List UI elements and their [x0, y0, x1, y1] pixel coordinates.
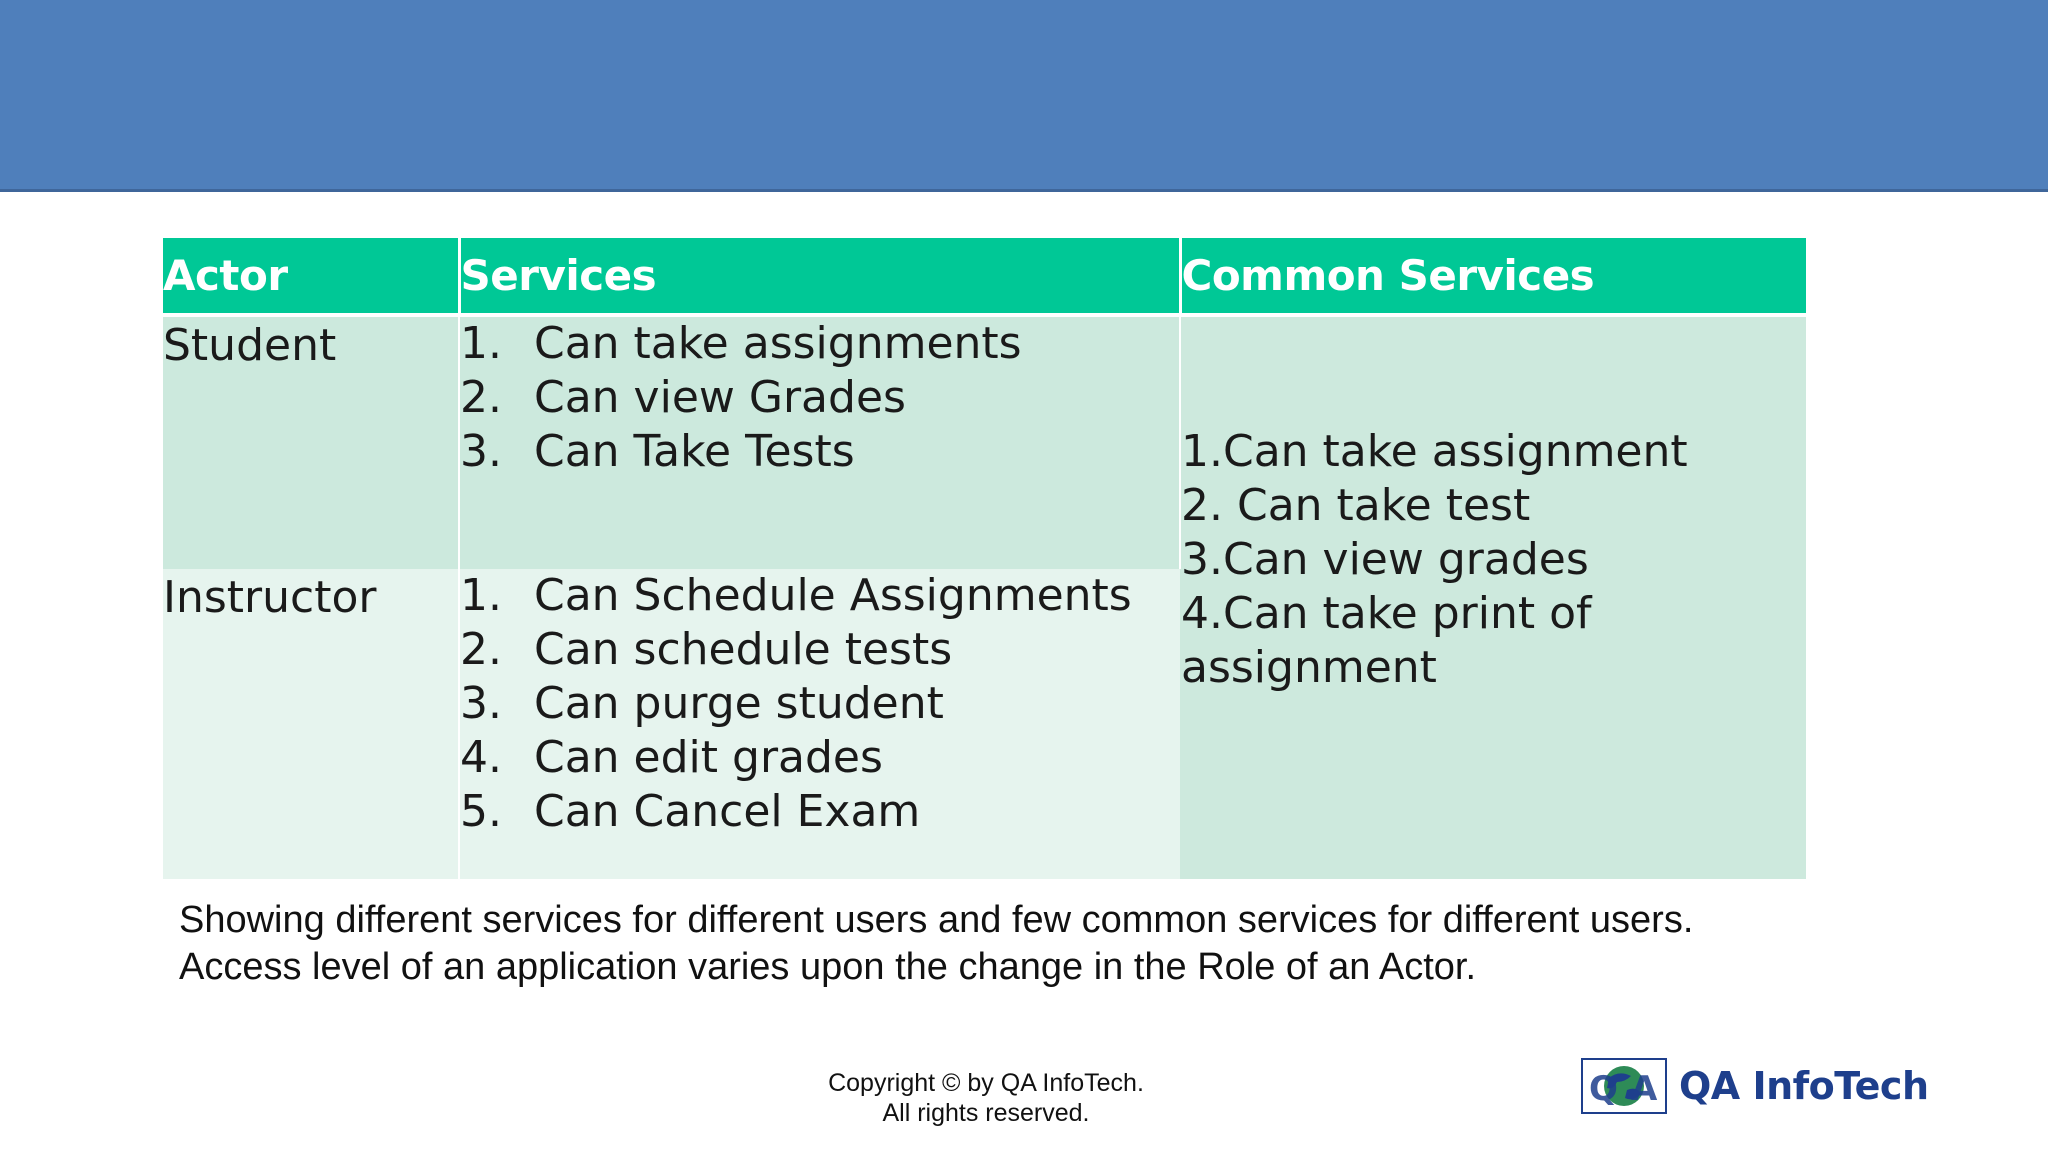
list-item — [460, 731, 1180, 785]
common-services-cell — [1180, 315, 1806, 879]
copyright-notice — [786, 1068, 1186, 1128]
header-common-services: Common Services — [1180, 238, 1806, 315]
common-services-list — [1181, 317, 1806, 695]
actor-cell — [163, 315, 459, 569]
actor-instructor: Instructor — [163, 572, 377, 623]
globe-logo-icon — [1581, 1058, 1667, 1114]
list-item — [460, 785, 1180, 839]
logo-text: QA InfoTech — [1679, 1064, 1929, 1108]
item-text: Can schedule tests — [534, 624, 953, 675]
item-number: 2. — [460, 624, 502, 675]
company-logo — [1581, 1056, 1929, 1116]
list-item — [460, 569, 1180, 623]
copyright-line: Copyright © by QA InfoTech. — [828, 1069, 1144, 1097]
actor-cell — [163, 569, 459, 879]
item-text: Can purge student — [534, 678, 944, 729]
item-number: 4. — [460, 732, 502, 783]
item-number: 5. — [460, 786, 502, 837]
item-text: Can take assignments — [534, 318, 1022, 369]
services-cell — [459, 315, 1180, 569]
list-item: 3.Can view grades — [1181, 534, 1589, 585]
list-item: 2. Can take test — [1181, 480, 1531, 531]
item-number: 1. — [460, 570, 502, 621]
list-item — [460, 371, 1179, 425]
item-number: 1. — [460, 318, 502, 369]
item-text: Can Schedule Assignments — [534, 570, 1132, 621]
item-text: Can Take Tests — [534, 426, 855, 477]
instructor-services-list — [460, 569, 1180, 839]
copyright-line: All rights reserved. — [882, 1099, 1090, 1127]
caption-line: Showing different services for different users and few common services for different users. — [179, 899, 1694, 941]
header-services: Services — [459, 238, 1180, 315]
item-number: 3. — [460, 426, 502, 477]
header-actor: Actor — [163, 238, 459, 315]
list-item: 4.Can take print of — [1181, 588, 1592, 639]
item-text: Can edit grades — [534, 732, 883, 783]
caption-line: Access level of an application varies upon the change in the Role of an Actor. — [179, 946, 1477, 988]
svg-text:Q: Q — [1589, 1069, 1618, 1109]
item-text: Can view Grades — [534, 372, 906, 423]
table-row — [163, 315, 1806, 569]
services-cell — [459, 569, 1180, 879]
item-number: 2. — [460, 372, 502, 423]
list-item: 1.Can take assignment — [1181, 426, 1688, 477]
item-number: 3. — [460, 678, 502, 729]
student-services-list — [460, 317, 1179, 479]
services-table — [163, 238, 1806, 879]
list-item — [460, 677, 1180, 731]
list-item — [460, 317, 1179, 371]
title-band — [0, 0, 2048, 192]
caption — [179, 897, 1693, 991]
table-header-row — [163, 238, 1806, 315]
list-item — [460, 425, 1179, 479]
item-text: Can Cancel Exam — [534, 786, 921, 837]
svg-text:A: A — [1631, 1069, 1658, 1109]
actor-student: Student — [163, 320, 337, 371]
list-item: assignment — [1181, 642, 1437, 693]
list-item — [460, 623, 1180, 677]
